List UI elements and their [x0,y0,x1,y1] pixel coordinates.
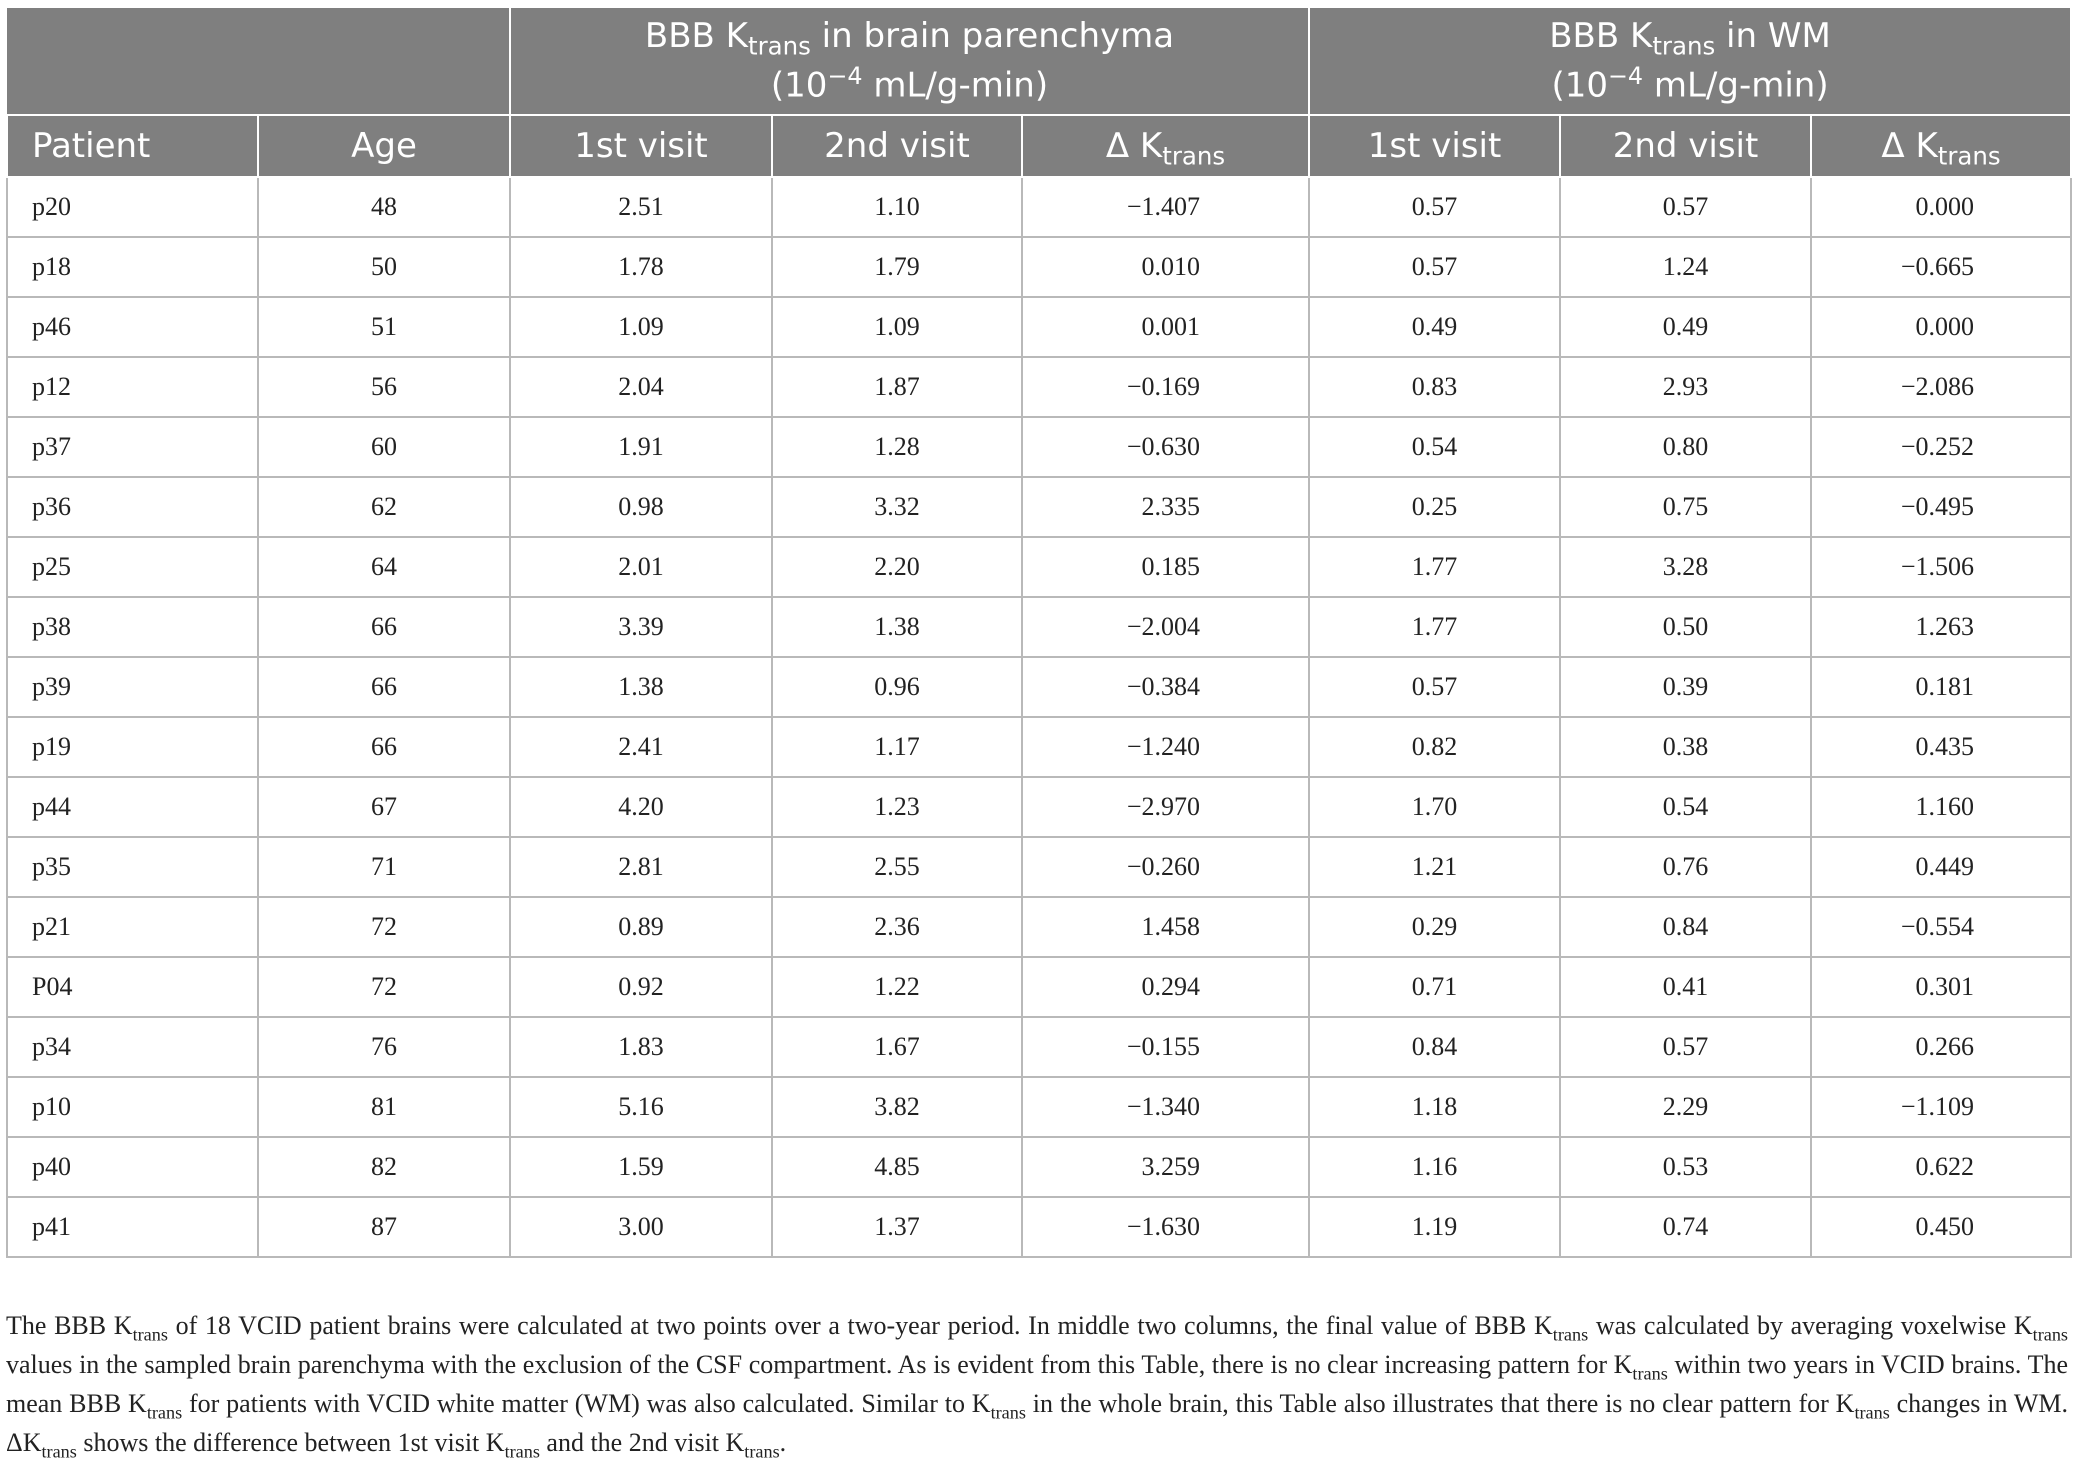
cell-wm-visit1: 1.70 [1309,777,1560,837]
cell-parenchyma-visit1: 1.38 [510,657,772,717]
cell-age: 66 [258,717,510,777]
cell-age: 64 [258,537,510,597]
group-header-parenchyma: BBB $K_{trans}$ in brain parenchyma ($10^{-4}$ mL/g-min) [510,7,1309,115]
cell-age: 60 [258,417,510,477]
table-row [7,297,2071,357]
cell-parenchyma-visit1: 2.81 [510,837,772,897]
table-row [7,1017,2071,1077]
group-header-wm: BBB $K_{trans}$ in WM ($10^{-4}$ mL/g-min) [1309,7,2071,115]
cell-age: 72 [258,897,510,957]
cell-age: 72 [258,957,510,1017]
cell-wm-delta: 1.263 [1811,597,2071,657]
cell-wm-visit2: 0.75 [1560,477,1811,537]
cell-patient: p34 [7,1017,258,1077]
cell-wm-visit1: 1.16 [1309,1137,1560,1197]
cell-parenchyma-visit2: 0.96 [772,657,1022,717]
cell-parenchyma-delta: −0.384 [1022,657,1309,717]
cell-wm-visit1: 0.54 [1309,417,1560,477]
cell-parenchyma-visit2: 3.82 [772,1077,1022,1137]
cell-parenchyma-delta: −1.240 [1022,717,1309,777]
col-header-wm-visit2: 2nd visit [1560,115,1811,177]
cell-wm-delta: 0.449 [1811,837,2071,897]
cell-patient: p37 [7,417,258,477]
cell-parenchyma-visit2: 1.22 [772,957,1022,1017]
group-header-row [7,7,2071,115]
cell-parenchyma-delta: 2.335 [1022,477,1309,537]
cell-parenchyma-delta: 0.294 [1022,957,1309,1017]
cell-age: 67 [258,777,510,837]
cell-wm-delta: 1.160 [1811,777,2071,837]
cell-parenchyma-visit1: 4.20 [510,777,772,837]
data-table-container [6,6,2070,1258]
cell-parenchyma-visit2: 3.32 [772,477,1022,537]
cell-wm-visit1: 1.19 [1309,1197,1560,1257]
cell-wm-visit2: 0.76 [1560,837,1811,897]
cell-parenchyma-delta: −1.340 [1022,1077,1309,1137]
cell-parenchyma-visit1: 2.41 [510,717,772,777]
cell-patient: p10 [7,1077,258,1137]
cell-wm-visit1: 0.49 [1309,297,1560,357]
col-header-age: Age [258,115,510,177]
cell-wm-delta: −1.506 [1811,537,2071,597]
cell-wm-visit1: 0.83 [1309,357,1560,417]
cell-wm-visit2: 0.53 [1560,1137,1811,1197]
cell-patient: p19 [7,717,258,777]
cell-wm-delta: 0.450 [1811,1197,2071,1257]
table-row [7,477,2071,537]
cell-wm-visit2: 0.74 [1560,1197,1811,1257]
cell-age: 76 [258,1017,510,1077]
cell-age: 62 [258,477,510,537]
cell-patient: p12 [7,357,258,417]
cell-parenchyma-visit2: 2.36 [772,897,1022,957]
cell-wm-delta: −0.495 [1811,477,2071,537]
cell-patient: P04 [7,957,258,1017]
cell-parenchyma-visit2: 1.38 [772,597,1022,657]
cell-age: 56 [258,357,510,417]
table-row [7,597,2071,657]
cell-wm-delta: 0.435 [1811,717,2071,777]
cell-parenchyma-visit2: 1.37 [772,1197,1022,1257]
cell-parenchyma-visit1: 2.04 [510,357,772,417]
cell-parenchyma-visit1: 1.09 [510,297,772,357]
cell-parenchyma-visit1: 1.91 [510,417,772,477]
cell-parenchyma-visit1: 2.01 [510,537,772,597]
cell-wm-visit2: 0.80 [1560,417,1811,477]
table-caption: The BBB $K_{trans}$ of 18 VCID patient brains were calculated at two points over a two-year period. In middle two columns, the final value of BBB $K_{trans}$ was calculated by averaging voxelwise $K_{trans}$ values in the sampled brain parenchyma with the exclusion of the CSF compartment. As is evident from this Table, there is no clear increasing pattern for $K_{trans}$ within two years in VCID brains. The mean BBB $K_{trans}$ for patients with VCID white matter (WM) was also calculated. Similar to $K_{trans}$ in the whole brain, this Table also illustrates that there is no clear pattern for $K_{trans}$ changes in WM. $\Delta K_{trans}$ shows the difference between 1st visit $K_{trans}$ and the 2nd visit $K_{trans}$. [6,1311,2068,1462]
table-row [7,777,2071,837]
table-row [7,957,2071,1017]
cell-wm-visit2: 0.39 [1560,657,1811,717]
cell-parenchyma-visit1: 5.16 [510,1077,772,1137]
cell-age: 48 [258,177,510,237]
cell-parenchyma-delta: −0.155 [1022,1017,1309,1077]
cell-wm-visit2: 0.84 [1560,897,1811,957]
ktrans-table [6,6,2072,1258]
cell-parenchyma-visit1: 0.89 [510,897,772,957]
col-header-wm-delta: Δ $K_{trans}$ [1811,115,2071,177]
table-row [7,897,2071,957]
cell-parenchyma-visit1: 0.98 [510,477,772,537]
cell-wm-visit1: 0.71 [1309,957,1560,1017]
cell-wm-visit1: 0.25 [1309,477,1560,537]
table-row [7,177,2071,237]
cell-age: 71 [258,837,510,897]
cell-age: 81 [258,1077,510,1137]
cell-parenchyma-delta: −1.630 [1022,1197,1309,1257]
cell-wm-delta: −0.665 [1811,237,2071,297]
table-row [7,237,2071,297]
cell-patient: p18 [7,237,258,297]
cell-parenchyma-visit2: 1.10 [772,177,1022,237]
cell-parenchyma-visit2: 1.79 [772,237,1022,297]
cell-patient: p39 [7,657,258,717]
cell-parenchyma-visit1: 3.39 [510,597,772,657]
cell-patient: p20 [7,177,258,237]
cell-parenchyma-visit1: 0.92 [510,957,772,1017]
table-body [7,177,2071,1257]
table-row [7,657,2071,717]
cell-wm-visit2: 3.28 [1560,537,1811,597]
cell-wm-delta: −2.086 [1811,357,2071,417]
cell-parenchyma-delta: −0.260 [1022,837,1309,897]
cell-wm-delta: −0.252 [1811,417,2071,477]
col-header-wm-visit1: 1st visit [1309,115,1560,177]
cell-age: 50 [258,237,510,297]
table-row [7,1077,2071,1137]
cell-wm-delta: −0.554 [1811,897,2071,957]
cell-age: 82 [258,1137,510,1197]
cell-patient: p38 [7,597,258,657]
cell-wm-delta: −1.109 [1811,1077,2071,1137]
cell-patient: p44 [7,777,258,837]
cell-patient: p41 [7,1197,258,1257]
cell-patient: p21 [7,897,258,957]
column-header-row [7,115,2071,177]
cell-wm-visit1: 1.18 [1309,1077,1560,1137]
table-row [7,417,2071,477]
table-row [7,357,2071,417]
cell-parenchyma-delta: −0.630 [1022,417,1309,477]
cell-parenchyma-delta: 0.010 [1022,237,1309,297]
cell-wm-visit1: 0.84 [1309,1017,1560,1077]
cell-parenchyma-visit1: 1.78 [510,237,772,297]
table-row [7,717,2071,777]
cell-parenchyma-delta: 3.259 [1022,1137,1309,1197]
cell-age: 66 [258,657,510,717]
cell-age: 66 [258,597,510,657]
cell-wm-visit1: 0.29 [1309,897,1560,957]
cell-wm-visit1: 0.57 [1309,237,1560,297]
cell-parenchyma-visit2: 1.23 [772,777,1022,837]
cell-parenchyma-visit2: 2.55 [772,837,1022,897]
cell-wm-visit2: 1.24 [1560,237,1811,297]
cell-wm-visit2: 0.49 [1560,297,1811,357]
cell-patient: p25 [7,537,258,597]
cell-parenchyma-delta: 0.185 [1022,537,1309,597]
cell-parenchyma-delta: 0.001 [1022,297,1309,357]
table-row [7,1137,2071,1197]
col-header-patient: Patient [7,115,258,177]
cell-age: 87 [258,1197,510,1257]
cell-parenchyma-visit2: 1.09 [772,297,1022,357]
col-header-parenchyma-visit1: 1st visit [510,115,772,177]
cell-parenchyma-visit2: 1.28 [772,417,1022,477]
group-header-blank [7,7,510,115]
cell-parenchyma-visit1: 2.51 [510,177,772,237]
cell-wm-visit1: 0.82 [1309,717,1560,777]
cell-wm-visit2: 0.54 [1560,777,1811,837]
cell-parenchyma-visit2: 1.67 [772,1017,1022,1077]
cell-wm-visit2: 0.57 [1560,1017,1811,1077]
cell-parenchyma-visit2: 4.85 [772,1137,1022,1197]
cell-wm-delta: 0.266 [1811,1017,2071,1077]
cell-wm-visit1: 1.77 [1309,537,1560,597]
cell-parenchyma-visit2: 1.17 [772,717,1022,777]
cell-wm-visit2: 0.38 [1560,717,1811,777]
cell-parenchyma-visit2: 1.87 [772,357,1022,417]
cell-patient: p35 [7,837,258,897]
cell-wm-visit2: 2.93 [1560,357,1811,417]
col-header-parenchyma-delta: Δ $K_{trans}$ [1022,115,1309,177]
cell-wm-visit1: 1.77 [1309,597,1560,657]
cell-parenchyma-delta: −2.004 [1022,597,1309,657]
cell-wm-delta: 0.181 [1811,657,2071,717]
cell-parenchyma-visit2: 2.20 [772,537,1022,597]
cell-wm-visit2: 0.41 [1560,957,1811,1017]
cell-patient: p36 [7,477,258,537]
cell-wm-visit1: 0.57 [1309,177,1560,237]
cell-parenchyma-delta: −2.970 [1022,777,1309,837]
table-row [7,1197,2071,1257]
cell-patient: p46 [7,297,258,357]
cell-age: 51 [258,297,510,357]
cell-wm-visit2: 0.57 [1560,177,1811,237]
cell-wm-visit2: 0.50 [1560,597,1811,657]
cell-patient: p40 [7,1137,258,1197]
col-header-parenchyma-visit2: 2nd visit [772,115,1022,177]
cell-wm-visit1: 0.57 [1309,657,1560,717]
cell-wm-visit2: 2.29 [1560,1077,1811,1137]
table-row [7,837,2071,897]
cell-wm-visit1: 1.21 [1309,837,1560,897]
cell-parenchyma-delta: 1.458 [1022,897,1309,957]
cell-parenchyma-visit1: 1.59 [510,1137,772,1197]
cell-wm-delta: 0.000 [1811,177,2071,237]
cell-wm-delta: 0.000 [1811,297,2071,357]
cell-parenchyma-visit1: 1.83 [510,1017,772,1077]
cell-parenchyma-visit1: 3.00 [510,1197,772,1257]
cell-wm-delta: 0.301 [1811,957,2071,1017]
table-row [7,537,2071,597]
cell-wm-delta: 0.622 [1811,1137,2071,1197]
cell-parenchyma-delta: −1.407 [1022,177,1309,237]
cell-parenchyma-delta: −0.169 [1022,357,1309,417]
